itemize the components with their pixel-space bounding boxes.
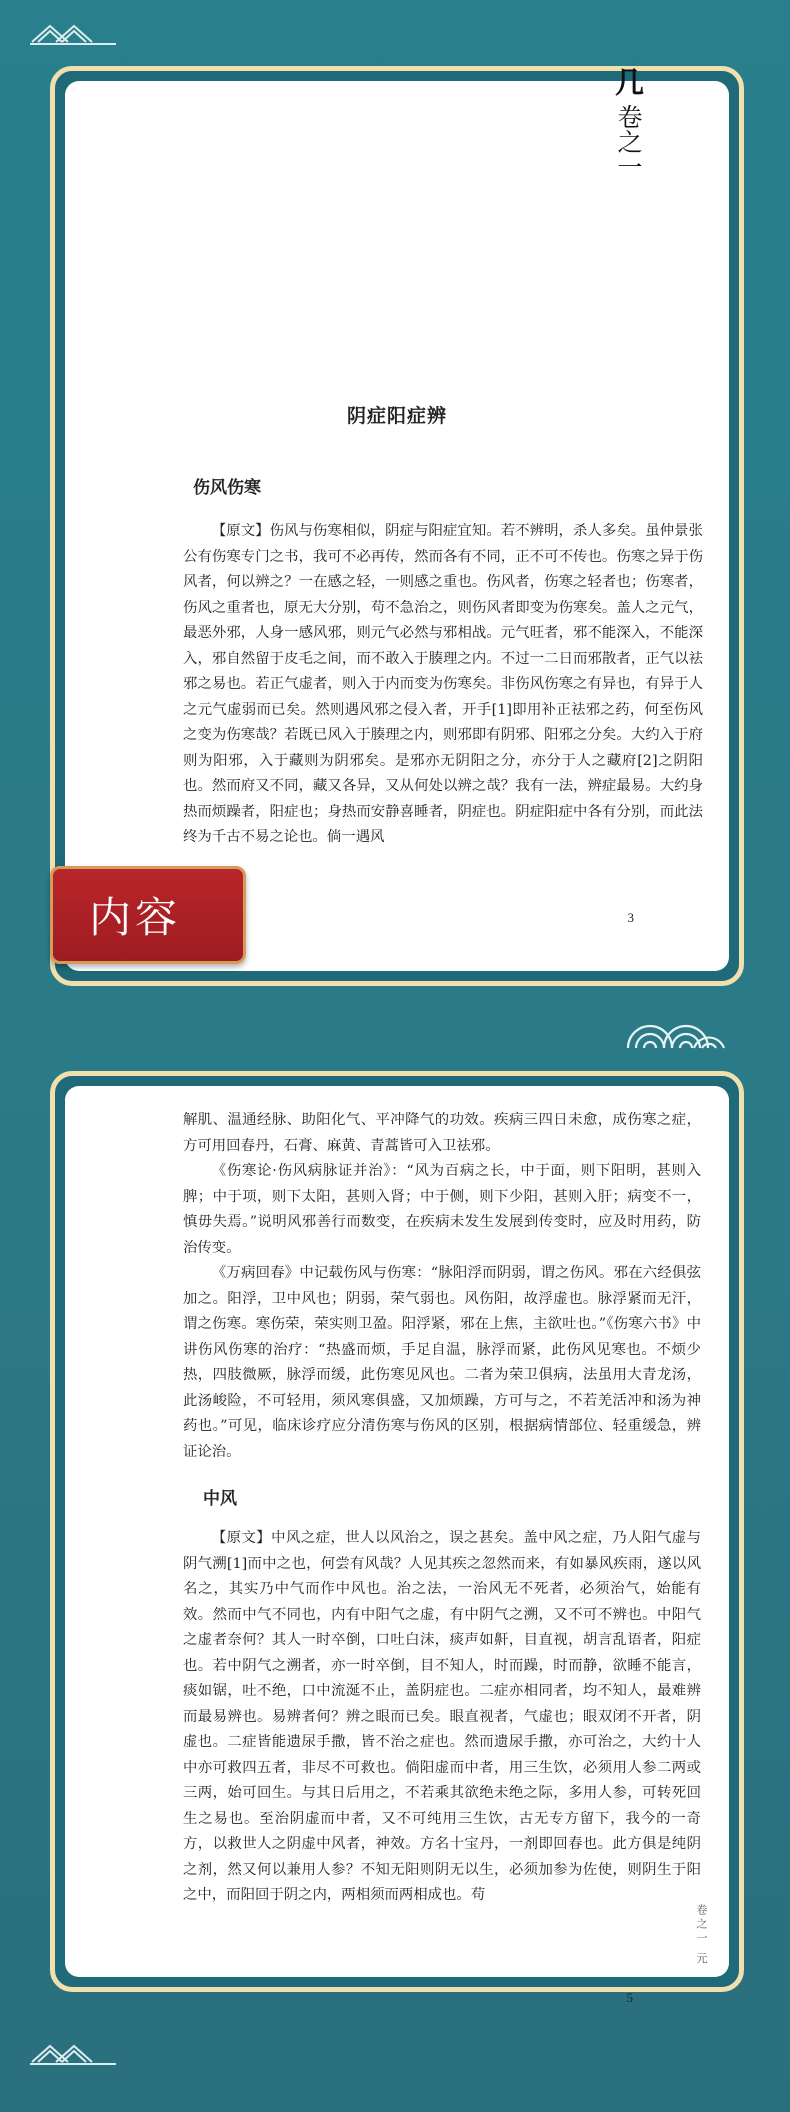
- page-frame-2: [50, 1071, 744, 2005]
- paragraph: 【原文】中风之症，世人以风治之，误之甚矣。盖中风之症，乃人阳气虚与阴气溯[1]而中之也，何尝有风哉？人见其疾之忽然而来，有如暴风疾雨，遂以风名之，其实乃中气而作中风也。治之法，一治风无不死者，必须治气，始能有效。然而中气不同也，内有中阳气之虚，有中阴气之溯，又不可不辨也。中阳气之虚者奈何？其人一时卒倒，口吐白沫，痰声如鼾，目直视，胡言乱语者，阳症也。若中阴气之溯者，亦一时卒倒，目不知人，时而躁，时而静，欲睡不能言，痰如锯，吐不绝，口中流涎不止，盖阴症也。二症亦相同者，均不知人，最难辨而最易辨也。易辨者何？辨之眼而已矣。眼直视者，气虚也；眼双闭不开者，阴虚也。二症皆能遗尿手撒，皆不治之症也。然而遗尿手撒，亦可治之，大约十人中亦可救四五者，非尽不可救也。倘阳虚而中者，用三生饮，必须用人参二两或三两，始可回生。与其日后用之，不若乘其欲绝未绝之际，多用人参，可转死回生之易也。至治阴虚而中者，又不可纯用三生饮，古无专方留下，我今的一奇方，以救世人之阴虚中风者，神效。方名十宝丹，一剂即回春也。此方俱是纯阴之剂，然又何以兼用人参？不知无阳则阴无以生，必须加参为佐使，则阴生于阳之中，而阳回于阴之内，两相须而两相成也。苟: [183, 1530, 701, 1903]
- vertical-header: 几 卷之一: [611, 67, 645, 179]
- bottom-cloud-ornament: [30, 2040, 116, 2066]
- section-title: 阴症阳症辨: [346, 405, 447, 427]
- subsection-title: 伤风伤寒: [193, 478, 261, 498]
- book-page-3: [65, 67, 729, 971]
- paragraph: 《万病回春》中记载伤风与伤寒：“脉阳浮而阴弱，谓之伤风。邪在六经俱弦加之。阳浮，卫中风也；阴弱，荣气弱也。风伤阳，故浮虚也。脉浮紧而无汗，谓之伤寒。寒伤荣，荣实则卫盈。阳浮紧，邪在上焦，主欲吐也。”《伤寒六书》中讲伤风伤寒的治疗：“热盛而烦，手足自温，脉浮而紧，此伤风见寒也。不烦少热，四肢微厥，脉浮而缓，此伤寒见风也。二者为荣卫俱病，法虽用大青龙汤，此汤峻险，不可轻用，须风寒俱盛，又加烦躁，方可与之，不若羌活冲和汤为神药也。”可见，临床诊疗应分清伤寒与伤风的区别，根据病情部位、轻重缓急，辨证论治。: [183, 1265, 701, 1460]
- side-note: 卷之一 元: [695, 1904, 708, 1967]
- paragraph: 《伤寒论·伤风病脉证并治》：“风为百病之长，中于面，则下阳明，甚则入脾；中于项，则下太阳，甚则入肾；中于侧，则下少阳，甚则入肝；病变不一，慎毋失焉。”说明风邪善行而数变，在疾病未发生发展到传变时，应及时用药，防治传变。: [183, 1163, 701, 1256]
- paragraph: 【原文】伤风与伤寒相似，阴症与阳症宜知。若不辨明，杀人多矣。虽仲景张公有伤寒专门之书，我可不必再传，然而各有不同，正不可不传也。伤寒之异于伤风者，何以辨之？一在感之轻，一则感之重也。伤风者，伤寒之轻者也；伤寒者，伤风之重者也，原无大分别，苟不急治之，则伤风者即变为伤寒矣。盖人之元气，最恶外邪，人身一感风邪，则元气必然与邪相战。元气旺者，邪不能深入，不能深入，邪自然留于皮毛之间，而不敢入于腠理之内。不过一二日而邪散者，正气以祛邪之易也。若正气虚者，则入于内而变为伤寒矣。非伤风伤寒之有异也，有异于人之元气虚弱而已矣。然则遇风邪之侵入者，开手[1]即用补正祛邪之药，何至伤风之变为伤寒哉？若既已风入于腠理之内，则邪即有阴邪、阳邪之分矣。大约入于府则为阳邪，入于藏则为阴邪矣。是邪亦无阴阳之分，亦分于人之藏府[2]之阴阳也。然而府又不同，藏又各异，又从何处以辨之哉？我有一法，辨症最易。大约身热而烦躁者，阳症也；身热而安静喜睡者，阴症也。阴症阳症中各有分别，而此法终为千古不易之论也。倘一遇风: [183, 523, 703, 845]
- content-badge: 内容: [50, 866, 246, 964]
- page-body-text: [183, 1526, 701, 1909]
- paragraph: 解肌、温通经脉、助阳化气、平冲降气的功效。疾病三四日未愈，成伤寒之症，方可用回春丹，石膏、麻黄、青蒿皆可入卫祛邪。: [183, 1112, 701, 1154]
- page-body-text: [183, 519, 703, 851]
- subsection-title: 中风: [203, 1489, 237, 1509]
- book-page-5: [65, 1086, 729, 2005]
- page-frame-1: [50, 66, 744, 986]
- page-number: 3: [627, 910, 634, 925]
- middle-cloud-ornament: [624, 1012, 726, 1052]
- page-number: 5: [626, 1990, 633, 2005]
- top-cloud-ornament: [30, 20, 116, 46]
- page-body-text-top: [183, 1108, 701, 1465]
